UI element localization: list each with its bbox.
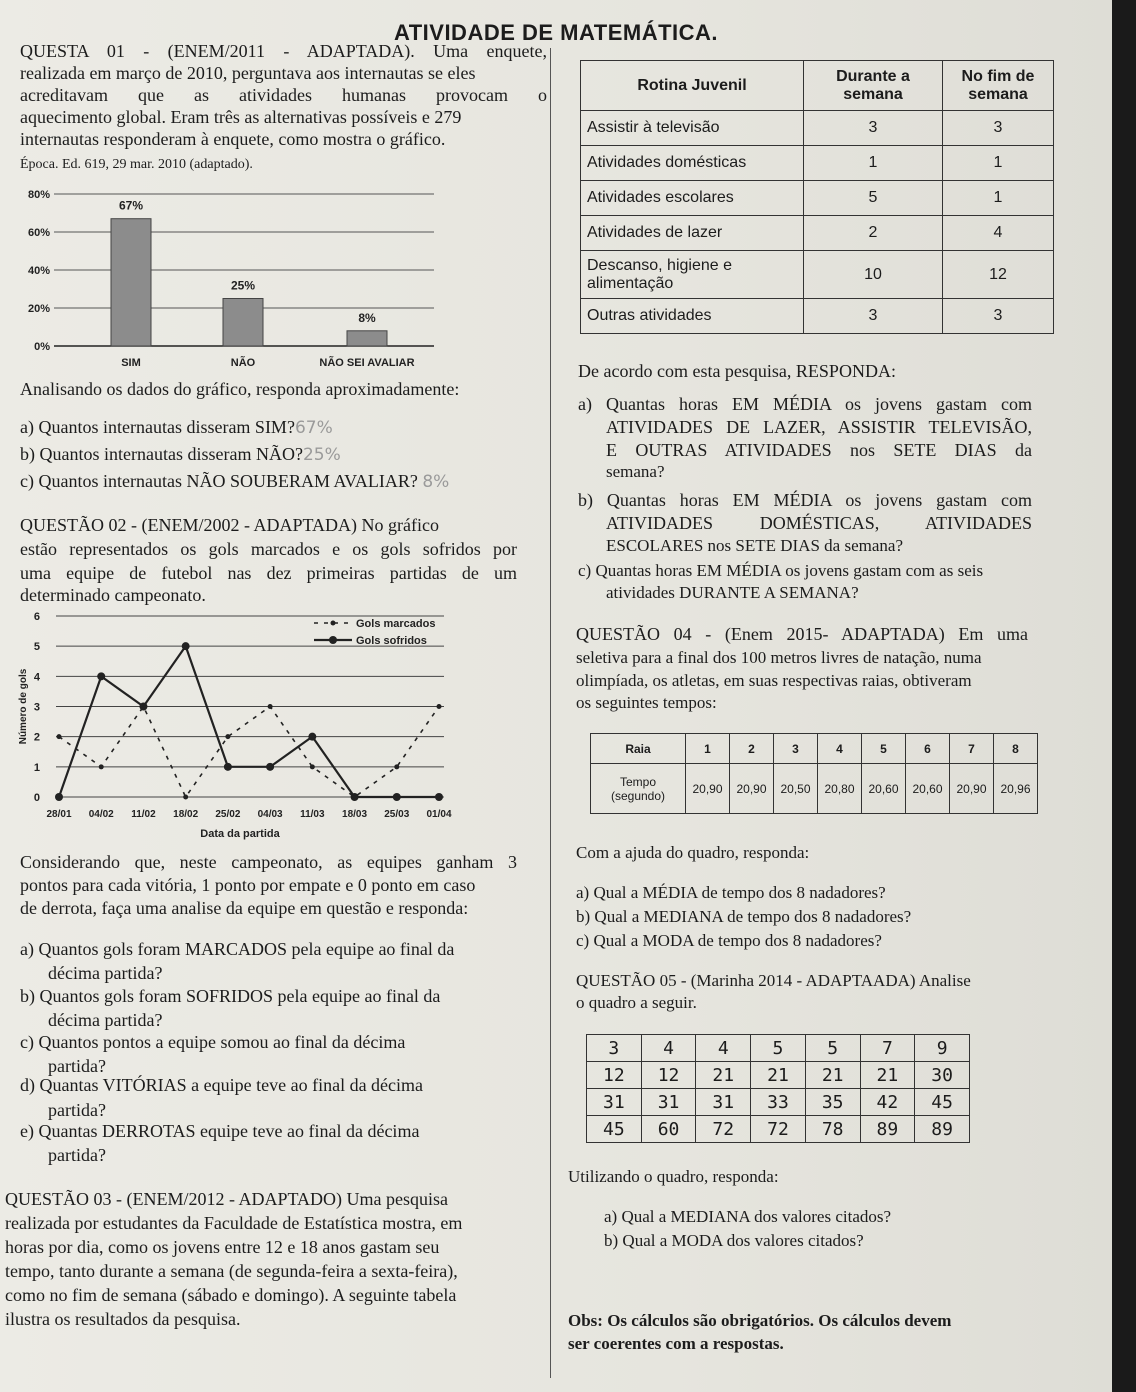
table-cell: 5 [805, 1035, 860, 1062]
table-cell: 5 [751, 1035, 806, 1062]
obs-note: Obs: Os cálculos são obrigatórios. Os cálculos devem [568, 1311, 952, 1330]
table-cell: 3 [943, 111, 1054, 146]
q2-context: de derrota, faça uma analise da equipe em questão e responda: [20, 898, 469, 918]
q3-line: como no fim de semana (sábado e domingo). A seguinte tabela [5, 1285, 457, 1305]
table-row [581, 251, 1054, 299]
q3-item-a: a) Quantas horas EM MÉDIA os jovens gastam com [578, 394, 1032, 414]
y-axis-label: Número de gols [18, 668, 29, 745]
q3-line: ilustra os resultados da pesquisa. [5, 1309, 241, 1329]
page-edge [1112, 0, 1136, 1392]
y-tick-label: 1 [33, 761, 40, 774]
table-row [587, 1035, 970, 1062]
table-row [591, 734, 1038, 764]
q3-prompt: De acordo com esta pesquisa, RESPONDA: [578, 361, 896, 381]
q2-item-b-cont: décima partida? [48, 1010, 163, 1030]
q3-item-a-cont: E OUTRAS ATIVIDADES nos SETE DIAS da [606, 440, 1032, 460]
bar [223, 299, 263, 347]
y-tick-label: 40% [27, 265, 50, 277]
table-cell: 1 [943, 181, 1054, 216]
y-tick-label: 60% [27, 227, 50, 239]
x-category-label: NÃO [230, 357, 256, 369]
q5-prompt: Utilizando o quadro, responda: [568, 1167, 779, 1186]
table-cell: 20,96 [994, 764, 1038, 814]
q1-line: internautas responderam à enquete, como mostra o gráfico. [20, 129, 446, 149]
table-row [581, 216, 1054, 251]
q1-item-a: a) Quantos internautas disseram SIM?67% [20, 417, 333, 438]
table-cell: 12 [641, 1062, 696, 1089]
q3-item-c-cont: atividades DURANTE A SEMANA? [606, 583, 859, 602]
bar-data-label: 8% [358, 310, 376, 325]
q4-line: os seguintes tempos: [576, 693, 717, 712]
bar-data-label: 67% [118, 198, 144, 213]
table-header: No fim de semana [943, 61, 1054, 111]
point-gols-sofridos [308, 733, 316, 741]
table-header: 3 [774, 734, 818, 764]
series-line-gols-marcados [59, 707, 439, 798]
y-tick-label: 4 [33, 671, 40, 684]
table-header: 7 [950, 734, 994, 764]
table-cell: 31 [641, 1089, 696, 1116]
table-cell: 2 [804, 216, 943, 251]
table-cell: 72 [696, 1116, 751, 1143]
x-category-label: NÃO SEI AVALIAR [319, 357, 415, 369]
q3-item-c: c) Quantas horas EM MÉDIA os jovens gastam com as seis [578, 561, 984, 580]
x-tick-label: 11/03 [300, 809, 325, 820]
table-cell: 21 [805, 1062, 860, 1089]
table-cell: 20,60 [862, 764, 906, 814]
table-row [581, 299, 1054, 334]
table-cell: 45 [915, 1089, 970, 1116]
x-tick-label: 18/02 [173, 809, 199, 820]
y-tick-label: 20% [27, 303, 50, 315]
y-tick-label: 80% [27, 189, 50, 201]
table-cell: 89 [860, 1116, 915, 1143]
table-cell: 20,90 [950, 764, 994, 814]
q2-item-a-cont: décima partida? [48, 963, 163, 983]
table-cell: 1 [943, 146, 1054, 181]
q2-line: estão representados os gols marcados e os gols sofridos por [20, 539, 517, 559]
q4-item-b: b) Qual a MEDIANA de tempo dos 8 nadadores? [576, 907, 912, 926]
legend-marker [329, 636, 337, 644]
table-cell: Tempo (segundo) [591, 764, 686, 814]
table-header: Rotina Juvenil [581, 61, 804, 111]
table-header: Durante a semana [804, 61, 943, 111]
swim-times-table [590, 733, 1038, 814]
table-header: 8 [994, 734, 1038, 764]
y-tick-label: 6 [33, 611, 40, 623]
q4-item-c: c) Qual a MODA de tempo dos 8 nadadores? [576, 931, 882, 950]
q5-line: QUESTÃO 05 - (Marinha 2014 - ADAPTAADA) Analise [576, 971, 971, 990]
table-cell: 9 [915, 1035, 970, 1062]
x-tick-label: 04/02 [88, 809, 114, 820]
q2-context: pontos para cada vitória, 1 ponto por empate e 0 ponto em caso [20, 875, 476, 895]
legend-label: Gols sofridos [356, 635, 427, 647]
y-tick-label: 2 [33, 731, 40, 744]
q3-item-b-cont: ATIVIDADES DOMÉSTICAS, ATIVIDADES [606, 513, 1032, 533]
bar [347, 331, 387, 346]
q2-item-b: b) Quantos gols foram SOFRIDOS pela equipe ao final da [20, 986, 441, 1006]
table-header: 6 [906, 734, 950, 764]
table-cell: 20,50 [774, 764, 818, 814]
table-header: 4 [818, 734, 862, 764]
table-cell: 45 [587, 1116, 642, 1143]
table-header: 1 [686, 734, 730, 764]
q1-instruction: Analisando os dados do gráfico, responda aproximadamente: [20, 379, 460, 399]
y-tick-label: 0% [34, 341, 50, 353]
table-header-row [581, 61, 1054, 111]
legend-label: Gols marcados [356, 618, 436, 630]
q4-item-a: a) Qual a MÉDIA de tempo dos 8 nadadores? [576, 883, 886, 902]
q3-line: horas por dia, como os jovens entre 12 e 18 anos gastam seu [5, 1237, 440, 1257]
table-cell: 7 [860, 1035, 915, 1062]
point-gols-sofridos [266, 763, 274, 771]
q1-line: acreditavam que as atividades humanas provocam o [20, 85, 547, 105]
point-gols-marcados [268, 704, 273, 709]
table-cell: Descanso, higiene e alimentação [581, 251, 804, 299]
x-category-label: SIM [121, 357, 141, 369]
point-gols-marcados [437, 704, 442, 709]
x-tick-label: 18/03 [342, 809, 368, 820]
point-gols-sofridos [224, 763, 232, 771]
page-title: ATIVIDADE DE MATEMÁTICA. [393, 20, 719, 45]
table-cell: 89 [915, 1116, 970, 1143]
obs-note-cont: ser coerentes com a respostas. [568, 1334, 784, 1353]
series-line-gols-sofridos [59, 646, 439, 797]
handwritten-answer: 67% [294, 418, 333, 438]
table-row [587, 1116, 970, 1143]
point-gols-sofridos [393, 793, 401, 801]
table-cell: 20,60 [906, 764, 950, 814]
bar [111, 219, 151, 346]
q1-line: realizada em março de 2010, perguntava aos internautas se eles [20, 63, 476, 83]
y-tick-label: 3 [33, 701, 40, 714]
table-cell: 1 [804, 146, 943, 181]
table-header: Raia [591, 734, 686, 764]
table-cell: 4 [696, 1035, 751, 1062]
table-cell: Atividades escolares [581, 181, 804, 216]
table-header: 5 [862, 734, 906, 764]
table-cell: 42 [860, 1089, 915, 1116]
q5-item-a: a) Qual a MEDIANA dos valores citados? [604, 1207, 892, 1226]
point-gols-sofridos [182, 642, 190, 650]
point-gols-marcados [310, 764, 315, 769]
q2-line: determinado campeonato. [20, 585, 206, 605]
table-cell: 5 [804, 181, 943, 216]
q3-item-b-cont: ESCOLARES nos SETE DIAS da semana? [606, 536, 904, 555]
q2-item-a: a) Quantos gols foram MARCADOS pela equipe ao final da [20, 939, 455, 959]
point-gols-sofridos [97, 672, 105, 680]
q3-line: tempo, tanto durante a semana (de segunda-feira a sexta-feira), [5, 1261, 458, 1281]
q4-line: QUESTÃO 04 - (Enem 2015- ADAPTADA) Em uma [576, 624, 1028, 644]
q5-item-b: b) Qual a MODA dos valores citados? [604, 1231, 864, 1250]
q4-line: olimpíada, os atletas, em suas respectivas raias, obtiveram [576, 671, 972, 690]
point-gols-sofridos [139, 703, 147, 711]
q4-prompt: Com a ajuda do quadro, responda: [576, 843, 810, 862]
point-gols-marcados [183, 795, 188, 800]
table-row [581, 111, 1054, 146]
table-cell: Outras atividades [581, 299, 804, 334]
y-tick-label: 0 [33, 792, 40, 804]
handwritten-answer: 25% [302, 445, 341, 465]
q3-line: QUESTÃO 03 - (ENEM/2012 - ADAPTADO) Uma pesquisa [5, 1189, 449, 1209]
table-cell: 20,90 [686, 764, 730, 814]
q3-item-b: b) Quantas horas EM MÉDIA os jovens gastam com [578, 490, 1032, 510]
q1-item-b: b) Quantos internautas disseram NÃO?25% [20, 444, 341, 465]
y-tick-label: 5 [33, 641, 40, 654]
table-cell: 3 [804, 299, 943, 334]
x-axis-label: Data da partida [200, 828, 280, 840]
x-tick-label: 25/03 [384, 809, 410, 820]
x-tick-label: 28/01 [46, 809, 72, 820]
table-cell: 33 [751, 1089, 806, 1116]
handwritten-answer: 8% [422, 472, 450, 492]
q2-item-d: d) Quantas VITÓRIAS a equipe teve ao final da décima [20, 1075, 424, 1095]
routine-table [580, 60, 1054, 334]
table-row [587, 1089, 970, 1116]
point-gols-marcados [99, 764, 104, 769]
table-row [591, 764, 1038, 814]
x-tick-label: 01/04 [426, 809, 452, 820]
table-cell: 3 [587, 1035, 642, 1062]
point-gols-marcados [225, 734, 230, 739]
column-divider [550, 48, 551, 1378]
q4-line: seletiva para a final dos 100 metros livres de natação, numa [576, 648, 982, 667]
table-cell: 20,90 [730, 764, 774, 814]
table-cell: 10 [804, 251, 943, 299]
table-cell: 12 [587, 1062, 642, 1089]
table-cell: 60 [641, 1116, 696, 1143]
q2-item-e-cont: partida? [48, 1145, 106, 1165]
q1-item-c: c) Quantos internautas NÃO SOUBERAM AVALIAR? 8% [20, 471, 450, 492]
x-tick-label: 11/02 [131, 809, 156, 820]
table-row [587, 1062, 970, 1089]
bar-data-label: 25% [230, 278, 256, 293]
table-row [581, 181, 1054, 216]
q3-item-a-cont: semana? [606, 462, 665, 481]
table-cell: 3 [943, 299, 1054, 334]
q2-item-c: c) Quantos pontos a equipe somou ao final da décima [20, 1032, 406, 1052]
legend-marker [331, 621, 336, 626]
q2-item-d-cont: partida? [48, 1100, 106, 1120]
table-cell: 31 [587, 1089, 642, 1116]
table-cell: 21 [696, 1062, 751, 1089]
table-header: 2 [730, 734, 774, 764]
q2-context: Considerando que, neste campeonato, as equipes ganham 3 [20, 852, 517, 872]
x-tick-label: 25/02 [215, 809, 241, 820]
table-cell: 21 [751, 1062, 806, 1089]
q2-line: uma equipe de futebol nas dez primeiras partidas de um [20, 563, 517, 583]
table-row [581, 146, 1054, 181]
table-cell: 4 [943, 216, 1054, 251]
table-cell: Assistir à televisão [581, 111, 804, 146]
table-cell: 78 [805, 1116, 860, 1143]
line-chart [14, 606, 454, 846]
q2-item-e: e) Quantas DERROTAS equipe teve ao final da décima [20, 1121, 420, 1141]
q1-line: QUESTA 01 - (ENEM/2011 - ADAPTADA). Uma enquete, [20, 41, 547, 61]
q5-line: o quadro a seguir. [576, 993, 697, 1012]
q2-item-c-cont: partida? [48, 1056, 106, 1076]
point-gols-sofridos [435, 793, 443, 801]
point-gols-marcados [394, 764, 399, 769]
table-cell: 30 [915, 1062, 970, 1089]
bar-chart [14, 176, 444, 376]
table-cell: 21 [860, 1062, 915, 1089]
q1-line: aquecimento global. Eram três as alternativas possíveis e 279 [20, 107, 462, 127]
values-table [586, 1034, 970, 1143]
table-cell: 35 [805, 1089, 860, 1116]
table-cell: 4 [641, 1035, 696, 1062]
point-gols-marcados [57, 734, 62, 739]
table-cell: Atividades domésticas [581, 146, 804, 181]
table-cell: 31 [696, 1089, 751, 1116]
table-cell: 20,80 [818, 764, 862, 814]
q1-source: Época. Ed. 619, 29 mar. 2010 (adaptado). [20, 157, 253, 172]
q2-line: QUESTÃO 02 - (ENEM/2002 - ADAPTADA) No gráfico [20, 515, 440, 535]
table-cell: Atividades de lazer [581, 216, 804, 251]
q3-item-a-cont: ATIVIDADES DE LAZER, ASSISTIR TELEVISÃO, [606, 417, 1032, 437]
x-tick-label: 04/03 [257, 809, 283, 820]
point-gols-sofridos [55, 793, 63, 801]
table-cell: 3 [804, 111, 943, 146]
point-gols-sofridos [351, 793, 359, 801]
q3-line: realizada por estudantes da Faculdade de Estatística mostra, em [5, 1213, 463, 1233]
table-cell: 72 [751, 1116, 806, 1143]
table-cell: 12 [943, 251, 1054, 299]
